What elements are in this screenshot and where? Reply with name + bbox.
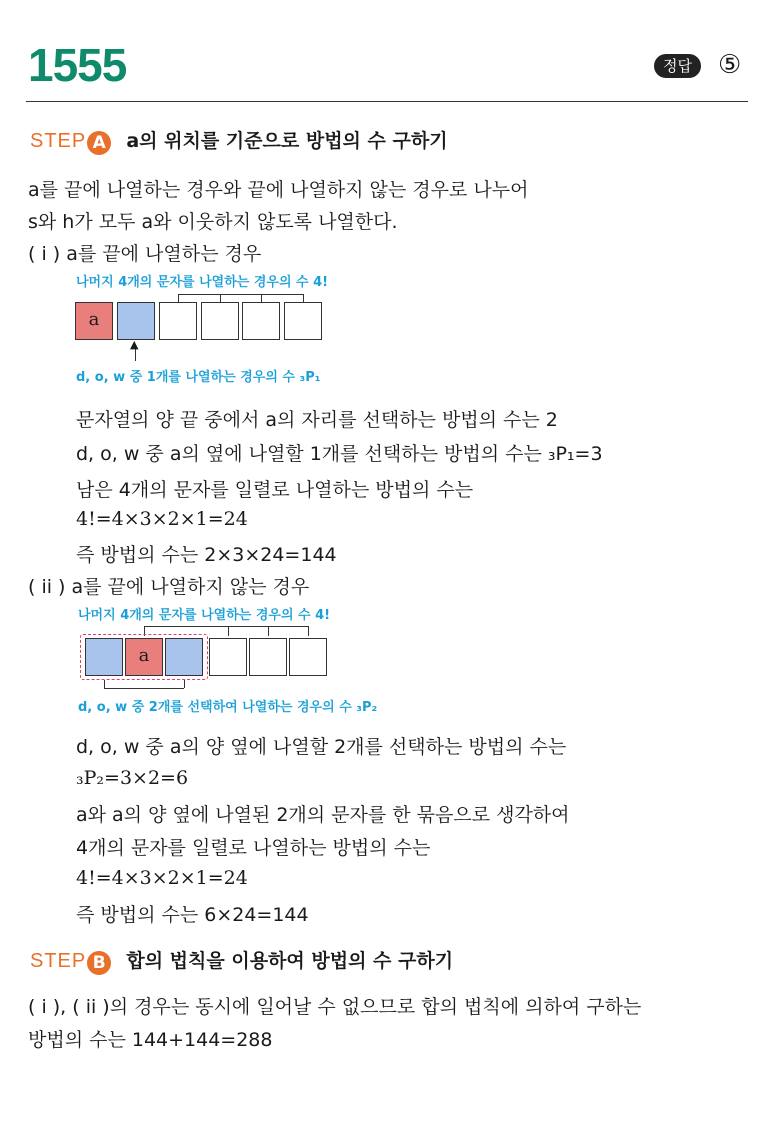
case-2-heading: ( ii ) a를 끝에 나열하지 않는 경우: [28, 576, 310, 598]
case-2-line-3: a와 a의 양 옆에 나열된 2개의 문자를 한 묶음으로 생각하여: [76, 804, 570, 826]
up-arrow-icon: ▲: [130, 338, 139, 351]
case-2-box-empty: [249, 638, 287, 676]
step-b-line-2: 방법의 수는 144+144=288: [28, 1029, 273, 1051]
case-2-bracket-bar: [144, 626, 308, 627]
case-2-box-empty: [289, 638, 327, 676]
step-b-header: [30, 946, 453, 975]
case-1-box-empty: [159, 302, 197, 340]
case-2-box-empty: [209, 638, 247, 676]
case-2-line-5: 4!=4×3×2×1=24: [76, 867, 248, 889]
case-1-box-empty: [201, 302, 239, 340]
case-2-bracket-tick: [268, 626, 269, 636]
case-2-lower-bracket-bar: [104, 688, 184, 689]
case-1-top-note: 나머지 4개의 문자를 나열하는 경우의 수 4!: [76, 275, 329, 290]
problem-number: 1555: [28, 39, 127, 91]
case-2-box-left-neighbor: [85, 638, 123, 676]
case-1-box-empty: [242, 302, 280, 340]
case-1-box-neighbor: [117, 302, 155, 340]
case-2-bottom-note: d, o, w 중 2개를 선택하여 나열하는 경우의 수 ₃P₂: [78, 700, 378, 715]
case-1-box-empty: [284, 302, 322, 340]
case-1-bracket-bar: [178, 294, 303, 295]
case-2-bracket-tick: [308, 626, 309, 636]
case-2-top-note: 나머지 4개의 문자를 나열하는 경우의 수 4!: [78, 608, 331, 623]
step-a-letter-icon: A: [87, 131, 111, 155]
answer-badge: 정답: [654, 54, 701, 78]
case-2-bracket-tick: [228, 626, 229, 636]
step-a-intro-line-2: s와 h가 모두 a와 이웃하지 않도록 나열한다.: [28, 211, 398, 233]
case-2-line-6: 즉 방법의 수는 6×24=144: [76, 904, 309, 926]
case-2-lower-bracket-tick: [104, 680, 105, 688]
header-divider: [26, 101, 748, 102]
step-a-title: a의 위치를 기준으로 방법의 수 구하기: [126, 130, 448, 152]
step-b-title: 합의 법칙을 이용하여 방법의 수 구하기: [126, 950, 454, 972]
case-1-line-4: 4!=4×3×2×1=24: [76, 508, 248, 530]
case-2-box-right-neighbor: [165, 638, 203, 676]
case-2-line-4: 4개의 문자를 일렬로 나열하는 방법의 수는: [76, 837, 431, 859]
case-1-heading: ( i ) a를 끝에 나열하는 경우: [28, 243, 262, 265]
case-1-box-a: a: [75, 302, 113, 340]
step-a-header: [30, 126, 448, 155]
answer-value: ⑤: [718, 50, 742, 80]
case-2-lower-bracket-tick: [184, 680, 185, 688]
step-b-letter-icon: B: [87, 951, 111, 975]
case-1-bottom-note: d, o, w 중 1개를 나열하는 경우의 수 ₃P₁: [76, 370, 321, 385]
case-2-box-a: a: [125, 638, 163, 676]
case-1-line-3: 남은 4개의 문자를 일렬로 나열하는 방법의 수는: [76, 479, 474, 501]
step-b-label: STEP: [30, 950, 87, 972]
case-2-line-2: ₃P₂=3×2=6: [76, 767, 189, 789]
case-1-line-5: 즉 방법의 수는 2×3×24=144: [76, 544, 337, 566]
case-1-line-2: d, o, w 중 a의 옆에 나열할 1개를 선택하는 방법의 수는 ₃P₁=3: [76, 443, 603, 465]
case-2-line-1: d, o, w 중 a의 양 옆에 나열할 2개를 선택하는 방법의 수는: [76, 736, 567, 758]
step-a-label: STEP: [30, 130, 87, 152]
step-b-line-1: ( i ), ( ii )의 경우는 동시에 일어날 수 없으므로 합의 법칙에 의하여 구하는: [28, 996, 642, 1018]
step-a-intro-line-1: a를 끝에 나열하는 경우와 끝에 나열하지 않는 경우로 나누어: [28, 179, 529, 201]
case-1-line-1: 문자열의 양 끝 중에서 a의 자리를 선택하는 방법의 수는 2: [76, 409, 558, 431]
